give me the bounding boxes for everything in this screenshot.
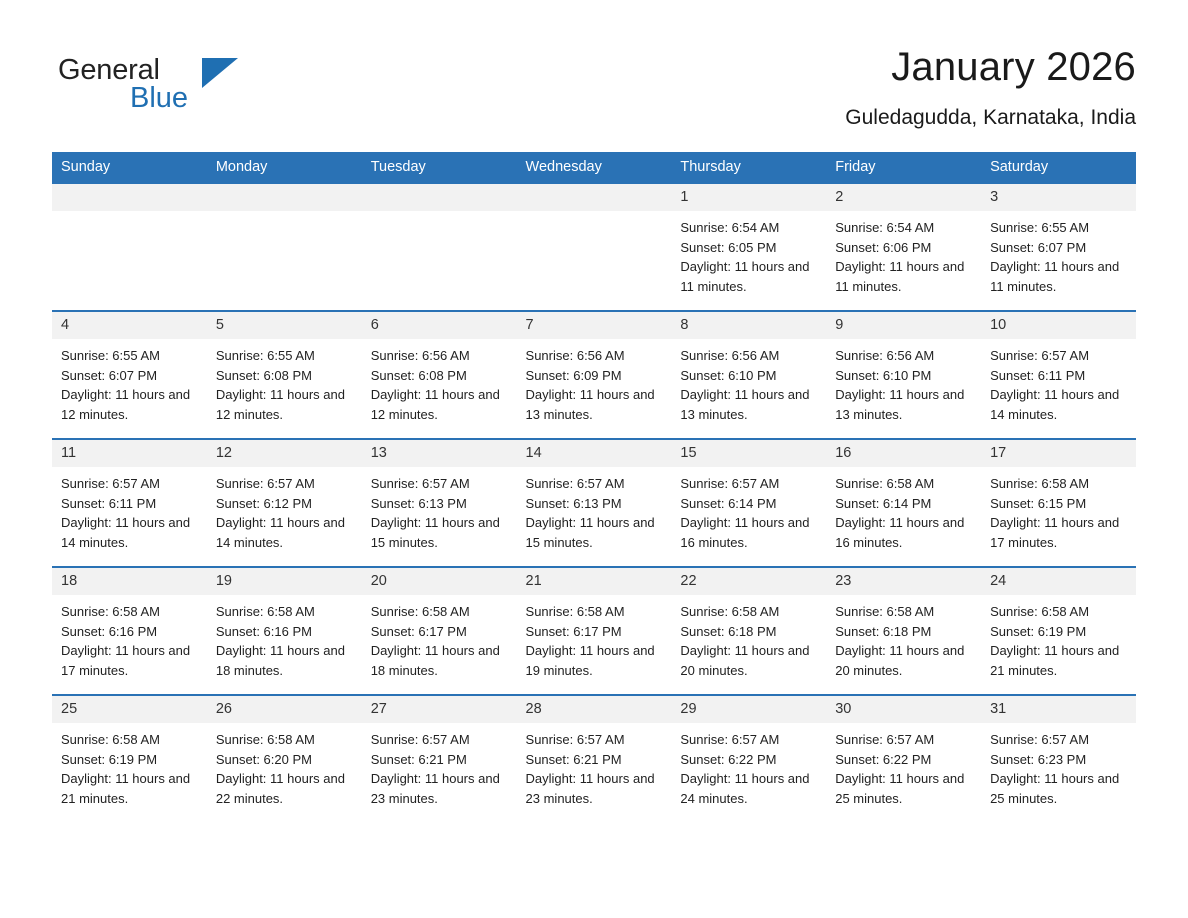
sunset-text: Sunset: 6:16 PM <box>215 623 312 639</box>
sunrise-text: Sunrise: 6:55 AM <box>61 348 160 363</box>
sunrise-text: Sunrise: 6:57 AM <box>525 732 625 747</box>
sunrise-text: Sunrise: 6:58 AM <box>215 604 315 619</box>
day-number: 1 <box>671 184 826 211</box>
sunrise-text: Sunrise: 6:57 AM <box>680 732 780 747</box>
daylight-text: Daylight: 11 hours and 23 minutes. <box>525 771 655 806</box>
sunset-text: Sunset: 6:21 PM <box>525 751 622 767</box>
calendar-body <box>52 182 1136 822</box>
sunset-text: Sunset: 6:18 PM <box>835 623 932 639</box>
day-number: 12 <box>207 440 362 467</box>
day-number: 19 <box>207 568 362 595</box>
day-details <box>981 339 1136 424</box>
daylight-text: Daylight: 11 hours and 22 minutes. <box>215 771 345 806</box>
daylight-text: Daylight: 11 hours and 16 minutes. <box>680 515 810 550</box>
day-number: 18 <box>52 568 207 595</box>
daylight-text: Daylight: 11 hours and 20 minutes. <box>835 643 965 678</box>
day-details <box>826 723 981 808</box>
sunset-text: Sunset: 6:22 PM <box>835 751 932 767</box>
daylight-text: Daylight: 11 hours and 11 minutes. <box>835 259 965 294</box>
day-number: 6 <box>362 312 517 339</box>
daylight-text: Daylight: 11 hours and 13 minutes. <box>835 387 965 422</box>
sunrise-text: Sunrise: 6:58 AM <box>680 604 780 619</box>
sunrise-text: Sunrise: 6:55 AM <box>990 220 1090 235</box>
day-details <box>517 467 672 552</box>
sunrise-text: Sunrise: 6:55 AM <box>215 348 315 363</box>
day-number: 4 <box>52 312 207 339</box>
day-details <box>362 339 517 424</box>
sunrise-text: Sunrise: 6:57 AM <box>990 732 1090 747</box>
day-details <box>517 595 672 680</box>
sunset-text: Sunset: 6:19 PM <box>990 623 1087 639</box>
calendar-day-cell <box>207 182 362 310</box>
sunrise-text: Sunrise: 6:57 AM <box>835 732 935 747</box>
calendar-day-cell <box>981 310 1136 438</box>
daylight-text: Daylight: 11 hours and 25 minutes. <box>835 771 965 806</box>
sunrise-text: Sunrise: 6:56 AM <box>370 348 470 363</box>
day-number: 31 <box>981 696 1136 723</box>
daylight-text: Daylight: 11 hours and 18 minutes. <box>215 643 345 678</box>
day-details <box>517 339 672 424</box>
sunset-text: Sunset: 6:22 PM <box>680 751 777 767</box>
calendar-day-cell <box>207 566 362 694</box>
day-details <box>981 595 1136 680</box>
daylight-text: Daylight: 11 hours and 17 minutes. <box>61 643 191 678</box>
day-details <box>826 211 981 296</box>
calendar-week-row <box>52 182 1136 310</box>
sunrise-text: Sunrise: 6:57 AM <box>370 732 470 747</box>
daylight-text: Daylight: 11 hours and 12 minutes. <box>370 387 500 422</box>
sunset-text: Sunset: 6:10 PM <box>680 367 777 383</box>
day-details <box>52 595 207 680</box>
day-number: 14 <box>517 440 672 467</box>
day-details <box>517 723 672 808</box>
day-number: 21 <box>517 568 672 595</box>
calendar-day-cell <box>826 182 981 310</box>
calendar-day-cell <box>671 694 826 822</box>
day-number: 15 <box>671 440 826 467</box>
day-number: 28 <box>517 696 672 723</box>
weekday-header-sunday: Sunday <box>52 152 207 182</box>
calendar-day-cell <box>671 566 826 694</box>
calendar-week-row <box>52 310 1136 438</box>
sunset-text: Sunset: 6:15 PM <box>990 495 1087 511</box>
sunset-text: Sunset: 6:13 PM <box>370 495 467 511</box>
sunset-text: Sunset: 6:12 PM <box>215 495 312 511</box>
day-number: 5 <box>207 312 362 339</box>
day-number: 3 <box>981 184 1136 211</box>
sunset-text: Sunset: 6:11 PM <box>990 367 1086 383</box>
daylight-text: Daylight: 11 hours and 21 minutes. <box>990 643 1120 678</box>
daylight-text: Daylight: 11 hours and 25 minutes. <box>990 771 1120 806</box>
sunset-text: Sunset: 6:11 PM <box>61 495 157 511</box>
daylight-text: Daylight: 11 hours and 13 minutes. <box>680 387 810 422</box>
day-details <box>362 723 517 808</box>
day-number <box>362 184 517 211</box>
logo-text-general: General <box>58 54 160 86</box>
day-number: 10 <box>981 312 1136 339</box>
sunrise-text: Sunrise: 6:57 AM <box>215 476 315 491</box>
daylight-text: Daylight: 11 hours and 14 minutes. <box>990 387 1120 422</box>
sunrise-text: Sunrise: 6:58 AM <box>525 604 625 619</box>
day-number <box>52 184 207 211</box>
sunrise-text: Sunrise: 6:56 AM <box>525 348 625 363</box>
daylight-text: Daylight: 11 hours and 11 minutes. <box>990 259 1120 294</box>
weekday-header-row <box>52 152 1136 182</box>
day-details <box>671 595 826 680</box>
daylight-text: Daylight: 11 hours and 15 minutes. <box>525 515 655 550</box>
daylight-text: Daylight: 11 hours and 15 minutes. <box>370 515 500 550</box>
day-details <box>362 467 517 552</box>
day-details <box>52 723 207 808</box>
day-number: 23 <box>826 568 981 595</box>
day-details <box>207 595 362 680</box>
calendar-day-cell <box>826 694 981 822</box>
weekday-header-monday: Monday <box>207 152 362 182</box>
day-number: 26 <box>207 696 362 723</box>
daylight-text: Daylight: 11 hours and 12 minutes. <box>215 387 345 422</box>
weekday-header-thursday: Thursday <box>671 152 826 182</box>
day-number: 7 <box>517 312 672 339</box>
calendar-day-cell <box>362 310 517 438</box>
day-details <box>671 723 826 808</box>
sunrise-text: Sunrise: 6:56 AM <box>680 348 780 363</box>
sunset-text: Sunset: 6:23 PM <box>990 751 1087 767</box>
sunset-text: Sunset: 6:07 PM <box>990 239 1087 255</box>
day-details <box>52 467 207 552</box>
sunrise-text: Sunrise: 6:58 AM <box>990 476 1090 491</box>
sunrise-text: Sunrise: 6:58 AM <box>61 604 160 619</box>
sunset-text: Sunset: 6:10 PM <box>835 367 932 383</box>
daylight-text: Daylight: 11 hours and 14 minutes. <box>215 515 345 550</box>
calendar-day-cell <box>517 566 672 694</box>
calendar-day-cell <box>52 694 207 822</box>
sunset-text: Sunset: 6:17 PM <box>525 623 622 639</box>
day-details <box>981 723 1136 808</box>
logo-text-blue: Blue <box>130 82 189 114</box>
day-number: 8 <box>671 312 826 339</box>
calendar-day-cell <box>362 566 517 694</box>
day-number: 11 <box>52 440 207 467</box>
calendar-day-cell <box>52 566 207 694</box>
day-details <box>826 339 981 424</box>
daylight-text: Daylight: 11 hours and 20 minutes. <box>680 643 810 678</box>
location-subtitle: Guledagudda, Karnataka, India <box>845 106 1136 129</box>
weekday-header-friday: Friday <box>826 152 981 182</box>
calendar-day-cell <box>671 310 826 438</box>
calendar-day-cell <box>52 438 207 566</box>
sunrise-text: Sunrise: 6:54 AM <box>680 220 780 235</box>
day-details <box>207 467 362 552</box>
day-number: 27 <box>362 696 517 723</box>
sunrise-text: Sunrise: 6:58 AM <box>370 604 470 619</box>
sunset-text: Sunset: 6:08 PM <box>370 367 467 383</box>
day-details <box>362 595 517 680</box>
day-details <box>981 211 1136 296</box>
page-header <box>52 0 1136 130</box>
calendar-day-cell <box>981 438 1136 566</box>
triangle-icon <box>202 58 238 88</box>
sunrise-text: Sunrise: 6:56 AM <box>835 348 935 363</box>
calendar-day-cell <box>362 438 517 566</box>
brand-logo <box>52 44 252 114</box>
sunset-text: Sunset: 6:05 PM <box>680 239 777 255</box>
daylight-text: Daylight: 11 hours and 18 minutes. <box>370 643 500 678</box>
day-number: 29 <box>671 696 826 723</box>
calendar-day-cell <box>826 566 981 694</box>
calendar-day-cell <box>52 310 207 438</box>
daylight-text: Daylight: 11 hours and 11 minutes. <box>680 259 810 294</box>
day-number: 30 <box>826 696 981 723</box>
calendar-week-row <box>52 566 1136 694</box>
sunrise-text: Sunrise: 6:57 AM <box>680 476 780 491</box>
day-number: 22 <box>671 568 826 595</box>
page-title: January 2026 <box>891 45 1136 89</box>
sunset-text: Sunset: 6:09 PM <box>525 367 622 383</box>
sunrise-text: Sunrise: 6:54 AM <box>835 220 935 235</box>
sunrise-text: Sunrise: 6:57 AM <box>990 348 1090 363</box>
calendar-day-cell <box>517 438 672 566</box>
calendar-day-cell <box>981 694 1136 822</box>
day-details <box>671 467 826 552</box>
sunset-text: Sunset: 6:07 PM <box>61 367 158 383</box>
sunrise-text: Sunrise: 6:57 AM <box>525 476 625 491</box>
sunrise-text: Sunrise: 6:57 AM <box>370 476 470 491</box>
day-number <box>207 184 362 211</box>
calendar-day-cell <box>981 182 1136 310</box>
calendar-day-cell <box>826 438 981 566</box>
daylight-text: Daylight: 11 hours and 21 minutes. <box>61 771 191 806</box>
day-number: 16 <box>826 440 981 467</box>
day-number: 24 <box>981 568 1136 595</box>
day-number: 13 <box>362 440 517 467</box>
sunset-text: Sunset: 6:14 PM <box>835 495 932 511</box>
day-number <box>517 184 672 211</box>
calendar-table <box>52 152 1136 822</box>
sunset-text: Sunset: 6:20 PM <box>215 751 312 767</box>
sunrise-text: Sunrise: 6:57 AM <box>61 476 160 491</box>
calendar-day-cell <box>981 566 1136 694</box>
sunrise-text: Sunrise: 6:58 AM <box>61 732 160 747</box>
calendar-day-cell <box>362 694 517 822</box>
day-number: 20 <box>362 568 517 595</box>
sunrise-text: Sunrise: 6:58 AM <box>215 732 315 747</box>
day-details <box>207 723 362 808</box>
daylight-text: Daylight: 11 hours and 14 minutes. <box>61 515 191 550</box>
day-details <box>52 339 207 424</box>
weekday-header-tuesday: Tuesday <box>362 152 517 182</box>
calendar-day-cell <box>517 694 672 822</box>
sunset-text: Sunset: 6:06 PM <box>835 239 932 255</box>
sunset-text: Sunset: 6:16 PM <box>61 623 158 639</box>
daylight-text: Daylight: 11 hours and 24 minutes. <box>680 771 810 806</box>
weekday-header-wednesday: Wednesday <box>517 152 672 182</box>
day-number: 9 <box>826 312 981 339</box>
day-details <box>671 339 826 424</box>
calendar-day-cell <box>517 182 672 310</box>
calendar-day-cell <box>52 182 207 310</box>
daylight-text: Daylight: 11 hours and 19 minutes. <box>525 643 655 678</box>
day-number: 25 <box>52 696 207 723</box>
daylight-text: Daylight: 11 hours and 23 minutes. <box>370 771 500 806</box>
day-details <box>826 595 981 680</box>
daylight-text: Daylight: 11 hours and 17 minutes. <box>990 515 1120 550</box>
sunset-text: Sunset: 6:17 PM <box>370 623 467 639</box>
day-details <box>207 339 362 424</box>
day-number: 17 <box>981 440 1136 467</box>
sunset-text: Sunset: 6:21 PM <box>370 751 467 767</box>
calendar-day-cell <box>671 182 826 310</box>
day-details <box>826 467 981 552</box>
calendar-week-row <box>52 694 1136 822</box>
day-number: 2 <box>826 184 981 211</box>
calendar-day-cell <box>517 310 672 438</box>
calendar-day-cell <box>671 438 826 566</box>
daylight-text: Daylight: 11 hours and 16 minutes. <box>835 515 965 550</box>
calendar-day-cell <box>826 310 981 438</box>
calendar-day-cell <box>207 438 362 566</box>
weekday-header-saturday: Saturday <box>981 152 1136 182</box>
calendar-day-cell <box>362 182 517 310</box>
sunrise-text: Sunrise: 6:58 AM <box>990 604 1090 619</box>
sunset-text: Sunset: 6:13 PM <box>525 495 622 511</box>
sunrise-text: Sunrise: 6:58 AM <box>835 604 935 619</box>
day-details <box>981 467 1136 552</box>
sunset-text: Sunset: 6:14 PM <box>680 495 777 511</box>
sunset-text: Sunset: 6:19 PM <box>61 751 158 767</box>
daylight-text: Daylight: 11 hours and 12 minutes. <box>61 387 191 422</box>
sunrise-text: Sunrise: 6:58 AM <box>835 476 935 491</box>
sunset-text: Sunset: 6:18 PM <box>680 623 777 639</box>
calendar-day-cell <box>207 694 362 822</box>
calendar-week-row <box>52 438 1136 566</box>
daylight-text: Daylight: 11 hours and 13 minutes. <box>525 387 655 422</box>
title-block <box>845 44 1136 130</box>
day-details <box>671 211 826 296</box>
sunset-text: Sunset: 6:08 PM <box>215 367 312 383</box>
calendar-day-cell <box>207 310 362 438</box>
